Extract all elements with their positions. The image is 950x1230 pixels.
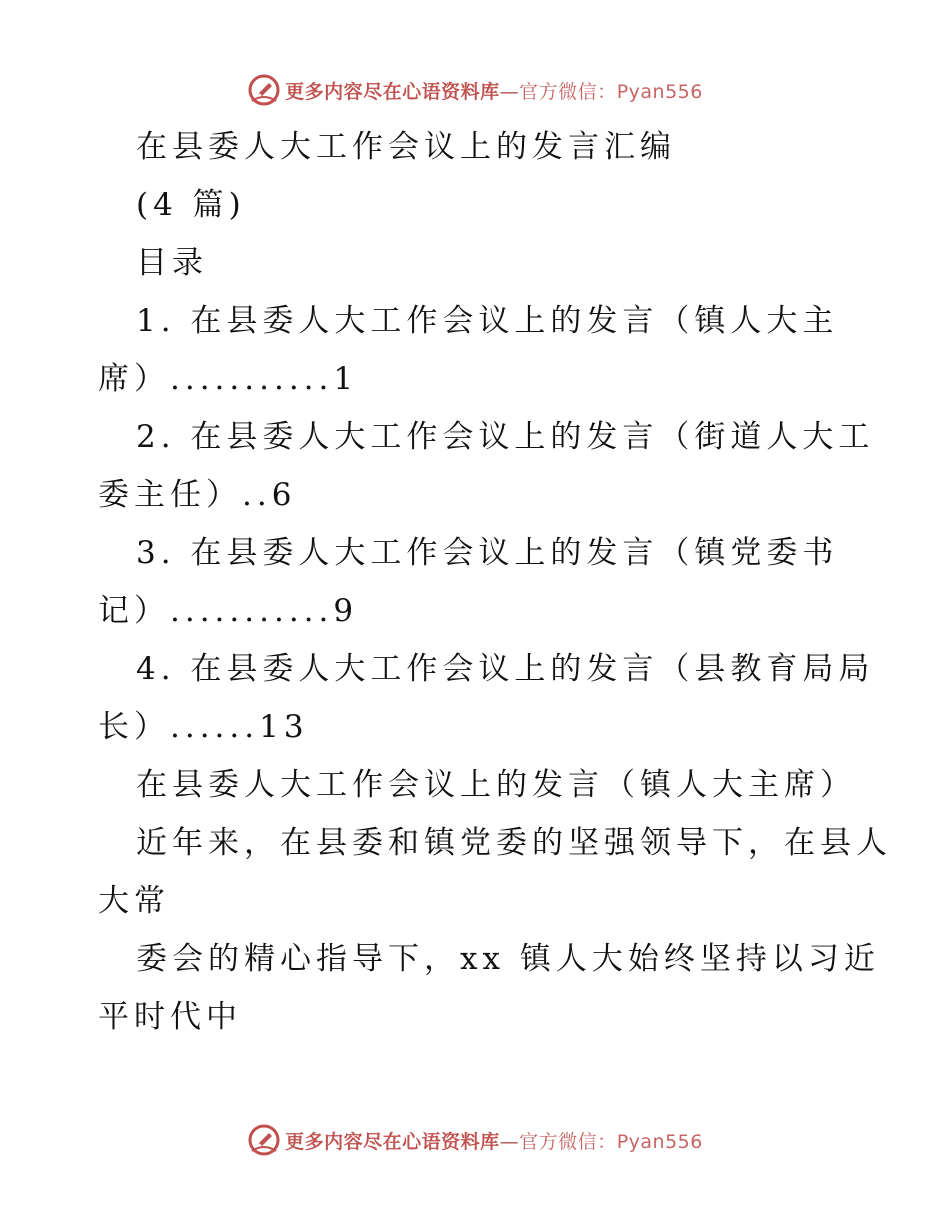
watermark-text: 更多内容尽在心语资料库—官方微信：Pyan556 bbox=[285, 1130, 703, 1153]
paragraph-1-cont: 大常 bbox=[98, 883, 170, 919]
toc-item-1-cont: 席）...........1 bbox=[98, 361, 359, 397]
footer-watermark bbox=[0, 1120, 950, 1160]
watermark-text: 更多内容尽在心语资料库—官方微信：Pyan556 bbox=[285, 80, 703, 103]
paragraph-2-cont: 平时代中 bbox=[98, 999, 242, 1035]
toc-item-1: 1. 在县委人大工作会议上的发言（镇人大主 bbox=[136, 303, 839, 339]
document-count: (4 篇) bbox=[136, 187, 246, 223]
toc-item-3-cont: 记）...........9 bbox=[98, 593, 359, 629]
logo-icon bbox=[247, 73, 281, 107]
document-title: 在县委人大工作会议上的发言汇编 bbox=[136, 129, 676, 165]
toc-item-2: 2. 在县委人大工作会议上的发言（街道人大工 bbox=[136, 419, 875, 455]
paragraph-1: 近年来，在县委和镇党委的坚强领导下，在县人 bbox=[136, 825, 892, 861]
paragraph-2: 委会的精心指导下，xx 镇人大始终坚持以习近 bbox=[136, 941, 880, 977]
toc-item-2-cont: 委主任）..6 bbox=[98, 477, 297, 513]
logo-icon bbox=[247, 1123, 281, 1157]
toc-item-3: 3. 在县委人大工作会议上的发言（镇党委书 bbox=[136, 535, 839, 571]
header-watermark bbox=[0, 70, 950, 110]
toc-item-4: 4. 在县委人大工作会议上的发言（县教育局局 bbox=[136, 651, 875, 687]
toc-item-4-cont: 长）......13 bbox=[98, 709, 309, 745]
section-title: 在县委人大工作会议上的发言（镇人大主席） bbox=[136, 767, 856, 803]
toc-heading: 目录 bbox=[136, 245, 208, 281]
